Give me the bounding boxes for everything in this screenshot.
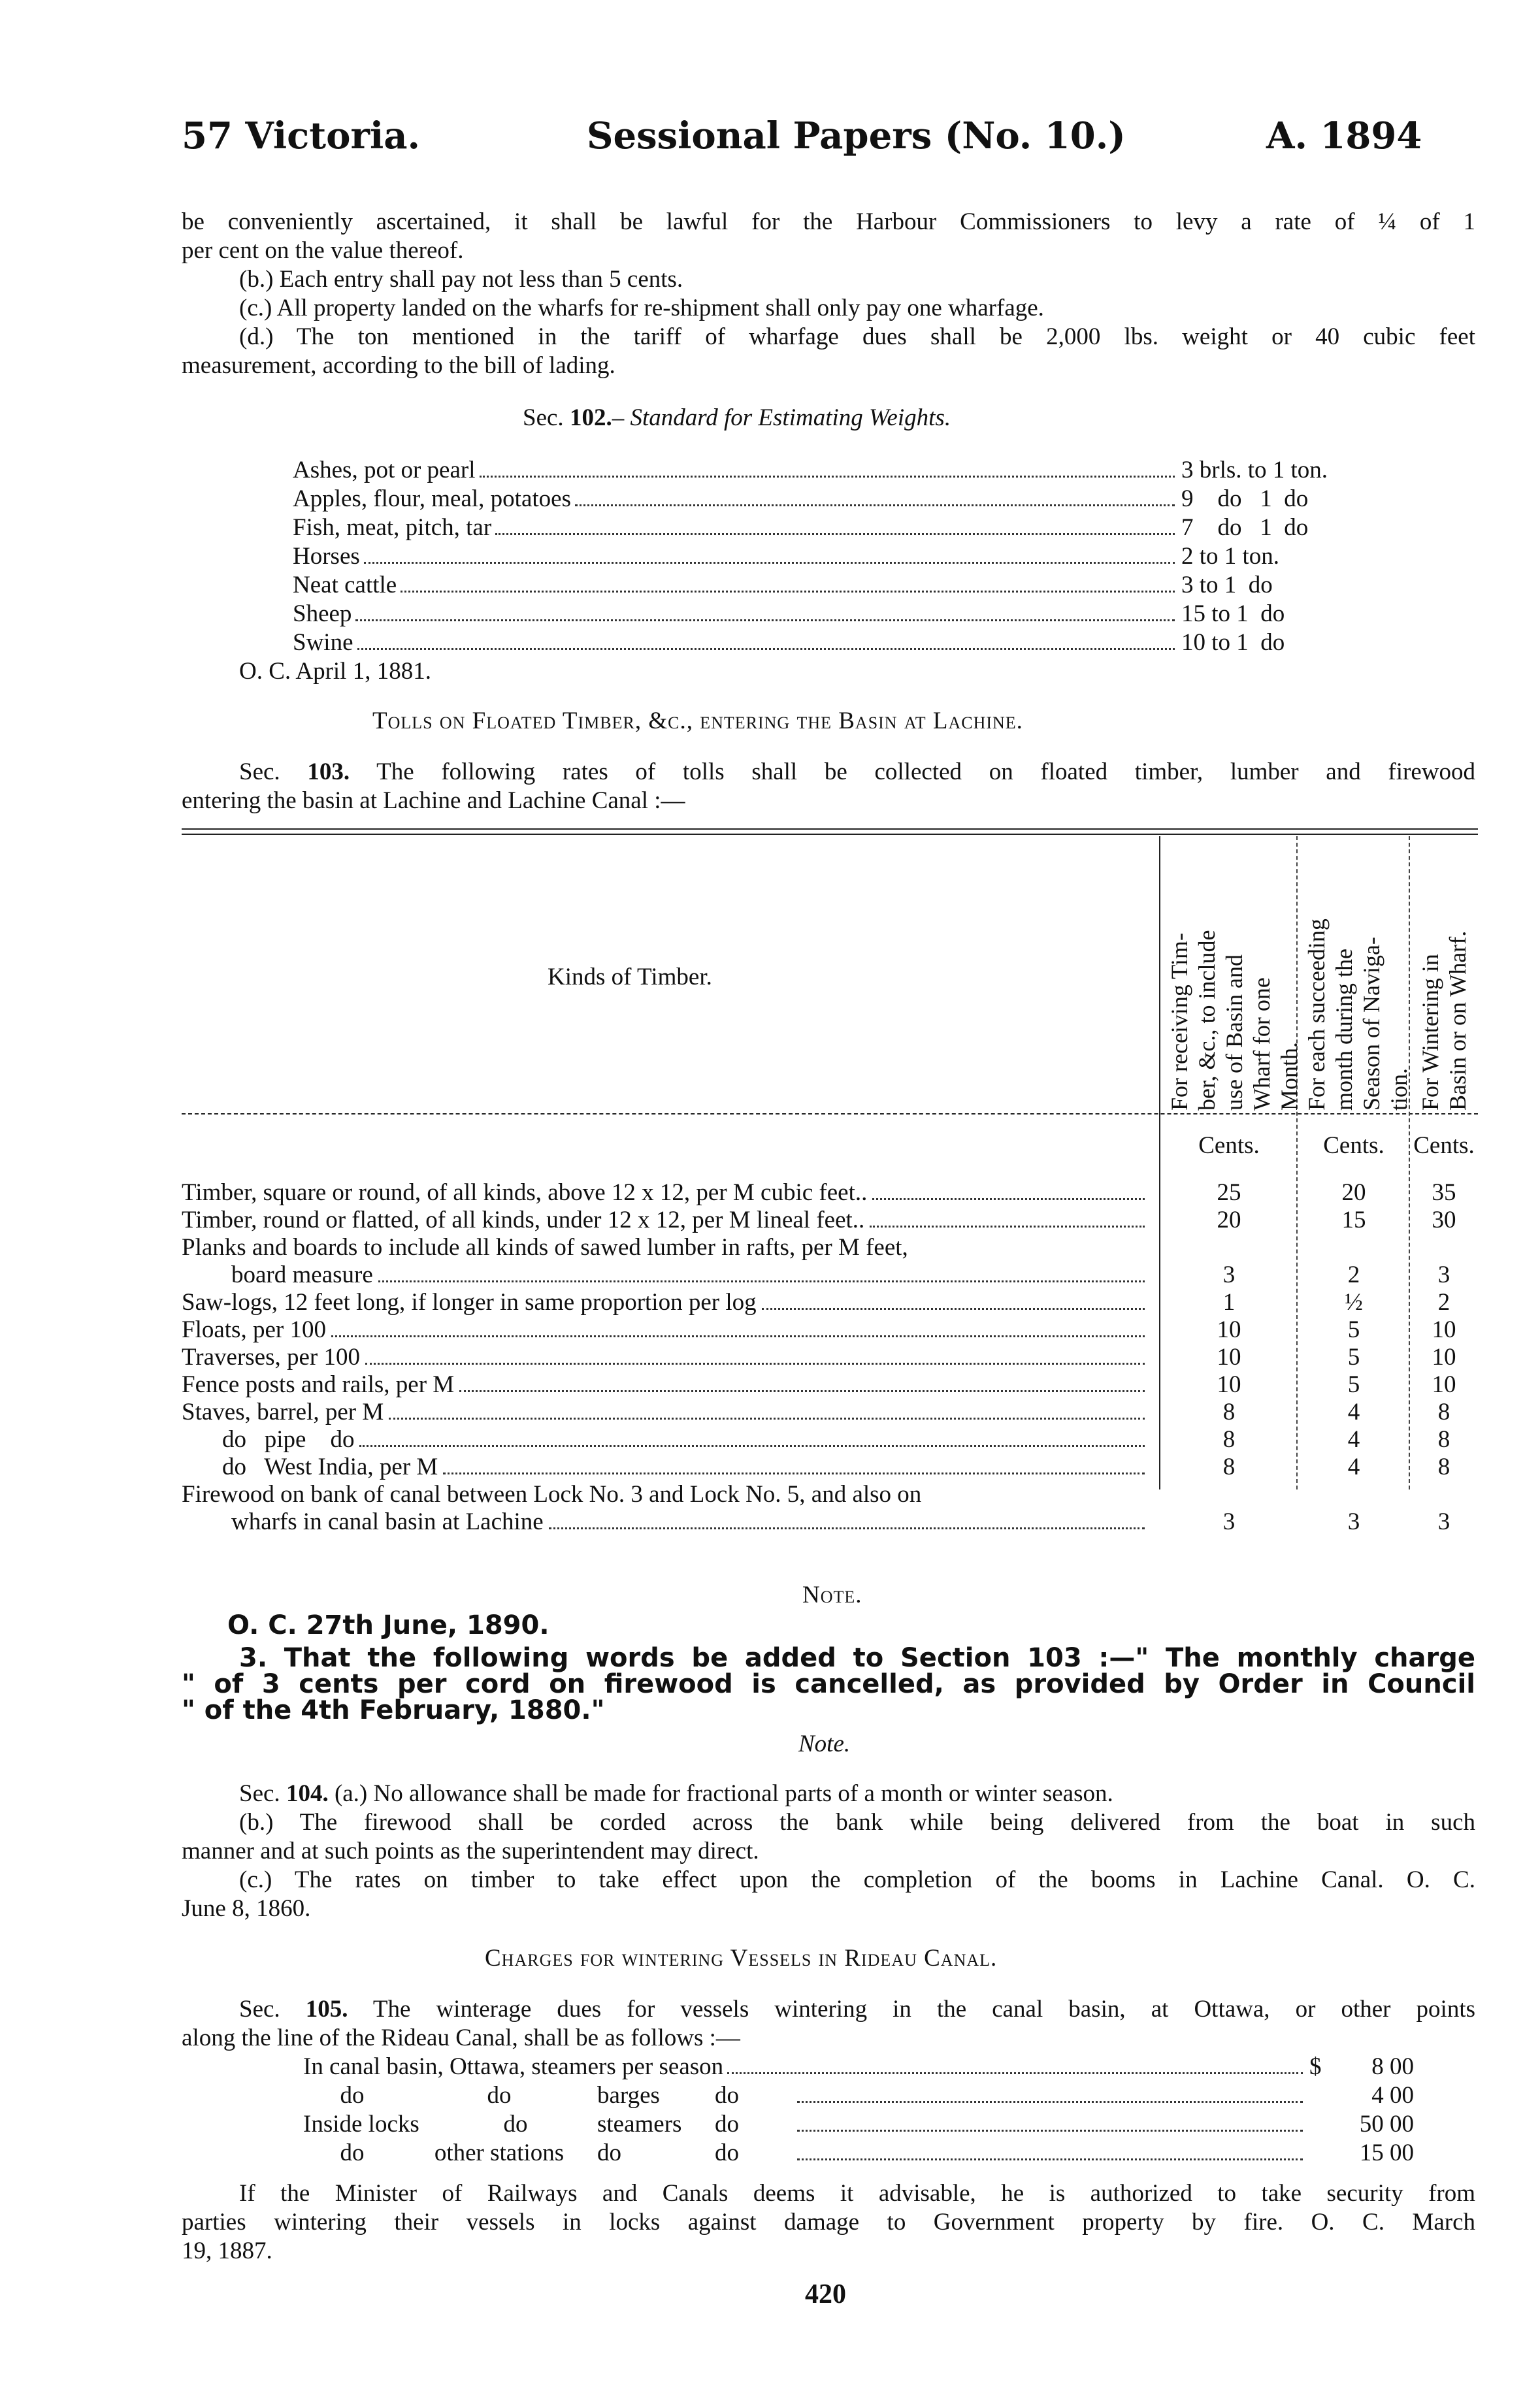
- weights-item: Apples, flour, meal, potatoes: [293, 485, 571, 512]
- table-cell-c2: 5: [1347, 1316, 1360, 1343]
- col3-header: For Wintering in Basin or on Wharf.: [1417, 930, 1471, 1111]
- weights-item: Fish, meat, pitch, tar: [293, 514, 492, 541]
- intro-item-d-cont: measurement, according to the bill of lading.: [182, 352, 615, 379]
- tolls-heading: Tolls on Floated Timber, &c., entering the Basin at Lachine.: [372, 708, 1023, 734]
- weights-value: 3 brls. to 1 ton.: [1181, 457, 1328, 483]
- table-row-label: Saw-logs, 12 feet long, if longer in same proportion per log: [182, 1288, 1149, 1317]
- sec104-c: (c.) The rates on timber to take effect upon the completion of the booms in Lachine Canal. O. C.: [239, 1866, 1475, 1893]
- table-cell-c1: 10: [1217, 1316, 1241, 1343]
- weights-list: [293, 456, 1430, 657]
- note-order: O. C. 27th June, 1890.: [227, 1610, 549, 1640]
- weights-item: Ashes, pot or pearl: [293, 457, 476, 483]
- table-rule-header: [182, 1113, 1478, 1115]
- table-row-label: Timber, square or round, of all kinds, above 12 x 12, per M cubic feet..: [182, 1179, 1149, 1207]
- table-cell-c2: 15: [1341, 1207, 1366, 1233]
- table-cell-c2: 4: [1347, 1426, 1360, 1453]
- sec104-b-cont: manner and at such points as the superintendent may direct.: [182, 1838, 759, 1864]
- charges-row: do do barges do 4 00: [340, 2082, 1414, 2109]
- table-cell-c2: ½: [1345, 1289, 1363, 1316]
- note-line: " of the 4th February, 1880.": [182, 1695, 605, 1725]
- table-rule-top: [182, 828, 1478, 830]
- charges-row: Inside locks do steamers do 50 00: [303, 2111, 1414, 2138]
- table-cell-c2: 4: [1347, 1454, 1360, 1480]
- table-cell-c1: 10: [1217, 1344, 1241, 1371]
- table-cell-c3: 8: [1437, 1454, 1450, 1480]
- units-col2: Cents.: [1323, 1132, 1384, 1159]
- table-cell-c2: 3: [1347, 1508, 1360, 1535]
- units-col1: Cents.: [1198, 1132, 1260, 1159]
- table-cell-c1: 8: [1222, 1426, 1236, 1453]
- intro-item-b: (b.) Each entry shall pay not less than 5 cents.: [239, 266, 683, 293]
- tolls-table: [182, 828, 1478, 1535]
- table-row-label: do pipe do: [222, 1425, 1149, 1454]
- table-cell-c3: 10: [1432, 1344, 1456, 1371]
- weights-item: Swine: [293, 629, 353, 656]
- note-line: 3. That the following words be added to Section 103 :—" The monthly charge: [239, 1643, 1475, 1673]
- table-row-label: board measure: [231, 1261, 1149, 1290]
- final-paragraph: 19, 1887.: [182, 2237, 272, 2264]
- table-cell-c2: 5: [1347, 1371, 1360, 1398]
- sec105-line: Sec. 105. The winterage dues for vessels wintering in the canal basin, at Ottawa, or other points: [239, 1996, 1475, 2023]
- header-center: Sessional Papers (No. 10.): [587, 114, 1126, 157]
- table-cell-c3: 10: [1432, 1371, 1456, 1398]
- table-row-label: Firewood on bank of canal between Lock No. 3 and Lock No. 5, and also on: [182, 1481, 922, 1508]
- weights-item: Neat cattle: [293, 572, 397, 598]
- sec105-line-cont: along the line of the Rideau Canal, shall be as follows :—: [182, 2025, 740, 2051]
- charges-row: do other stations do do 15 00: [340, 2140, 1414, 2166]
- note-subheading: Note.: [798, 1731, 851, 1757]
- table-cell-c3: 8: [1437, 1426, 1450, 1453]
- table-cell-c3: 2: [1437, 1289, 1450, 1316]
- table-cell-c3: 30: [1432, 1207, 1456, 1233]
- table-cell-c3: 3: [1437, 1261, 1450, 1288]
- table-cell-c2: 5: [1347, 1344, 1360, 1371]
- weights-value: 10 to 1 do: [1181, 629, 1285, 656]
- weights-value: 15 to 1 do: [1181, 600, 1285, 627]
- sec104-b: (b.) The firewood shall be corded across the bank while being delivered from the boat in such: [239, 1809, 1475, 1836]
- col2-header: For each succeeding month during the Season of Naviga- tion.: [1303, 919, 1412, 1111]
- note-heading: Note.: [802, 1582, 862, 1608]
- weights-item: Horses: [293, 543, 360, 570]
- sec102-order: O. C. April 1, 1881.: [239, 658, 431, 685]
- table-cell-c1: 1: [1222, 1289, 1236, 1316]
- table-cell-c3: 10: [1432, 1316, 1456, 1343]
- weights-row: [293, 571, 1430, 600]
- table-row-label: Planks and boards to include all kinds of sawed lumber in rafts, per M feet,: [182, 1234, 908, 1261]
- weights-value: 3 to 1 do: [1181, 572, 1273, 598]
- table-row-label: Staves, barrel, per M: [182, 1398, 1149, 1427]
- sec103-line-cont: entering the basin at Lachine and Lachine Canal :—: [182, 787, 685, 814]
- table-cell-c3: 3: [1437, 1508, 1450, 1535]
- charges-heading: Charges for wintering Vessels in Rideau Canal.: [485, 1945, 998, 1972]
- weights-value: 2 to 1 ton.: [1181, 543, 1280, 570]
- sec104-c-cont: June 8, 1860.: [182, 1895, 311, 1922]
- table-cell-c2: 2: [1347, 1261, 1360, 1288]
- table-cell-c3: 8: [1437, 1399, 1450, 1425]
- units-col3: Cents.: [1413, 1132, 1475, 1159]
- weights-row: [293, 600, 1430, 628]
- table-cell-c1: 25: [1217, 1179, 1241, 1206]
- table-cell-c2: 4: [1347, 1399, 1360, 1425]
- charges-row: In canal basin, Ottawa, steamers per season $ 8 00: [303, 2053, 1414, 2080]
- final-paragraph: parties wintering their vessels in locks against damage to Government property by fire. O. C. March: [182, 2209, 1475, 2236]
- weights-row: [293, 456, 1430, 485]
- weights-row: [293, 485, 1430, 513]
- weights-row: [293, 513, 1430, 542]
- sec104-a: Sec. 104. (a.) No allowance shall be made for fractional parts of a month or winter season.: [239, 1780, 1113, 1807]
- sec102-number: 102.: [569, 404, 612, 431]
- table-row-label: do West India, per M: [222, 1453, 1149, 1482]
- table-cell-c1: 10: [1217, 1371, 1241, 1398]
- intro-item-d: (d.) The ton mentioned in the tariff of wharfage dues shall be 2,000 lbs. weight or 40 cubic feet: [239, 323, 1475, 350]
- sec102-heading: [523, 404, 951, 432]
- table-cell-c1: 20: [1217, 1207, 1241, 1233]
- weights-row: [293, 542, 1430, 571]
- sec102-title: – Standard for Estimating Weights.: [612, 404, 951, 431]
- table-row-label: Fence posts and rails, per M: [182, 1371, 1149, 1399]
- header-left: 57 Victoria.: [182, 114, 421, 157]
- intro-item-c: (c.) All property landed on the wharfs for re-shipment shall only pay one wharfage.: [239, 295, 1044, 321]
- table-col-divider: [1159, 836, 1160, 1489]
- table-cell-c2: 20: [1341, 1179, 1366, 1206]
- header-right: A. 1894: [1266, 114, 1422, 157]
- sec103-line: Sec. 103. The following rates of tolls shall be collected on floated timber, lumber and firewood: [239, 758, 1475, 785]
- page-number: 420: [805, 2279, 846, 2309]
- table-cell-c1: 8: [1222, 1399, 1236, 1425]
- weights-value: 7 do 1 do: [1181, 514, 1309, 541]
- weights-value: 9 do 1 do: [1181, 485, 1309, 512]
- weights-row: [293, 628, 1430, 657]
- table-rule-top: [182, 834, 1478, 835]
- kinds-header: Kinds of Timber.: [548, 964, 712, 990]
- table-row-label: wharfs in canal basin at Lachine: [231, 1508, 1149, 1537]
- note-line: " of 3 cents per cord on firewood is cancelled, as provided by Order in Council: [182, 1669, 1475, 1699]
- final-paragraph: If the Minister of Railways and Canals deems it advisable, he is authorized to take security from: [239, 2180, 1475, 2207]
- sec102-label: Sec.: [523, 404, 570, 431]
- col1-header: For receiving Tim- ber, &c., to include use of Basin and Wharf for one Month.: [1166, 930, 1302, 1111]
- intro-line: be conveniently ascertained, it shall be lawful for the Harbour Commissioners to levy a rate of ¼ of 1: [182, 208, 1475, 235]
- table-row-label: Timber, round or flatted, of all kinds, under 12 x 12, per M lineal feet..: [182, 1206, 1149, 1235]
- table-cell-c3: 35: [1432, 1179, 1456, 1206]
- weights-item: Sheep: [293, 600, 352, 627]
- table-cell-c1: 3: [1222, 1508, 1236, 1535]
- table-row-label: Traverses, per 100: [182, 1343, 1149, 1372]
- intro-line: per cent on the value thereof.: [182, 237, 464, 264]
- table-row-label: Floats, per 100: [182, 1316, 1149, 1344]
- table-cell-c1: 3: [1222, 1261, 1236, 1288]
- table-cell-c1: 8: [1222, 1454, 1236, 1480]
